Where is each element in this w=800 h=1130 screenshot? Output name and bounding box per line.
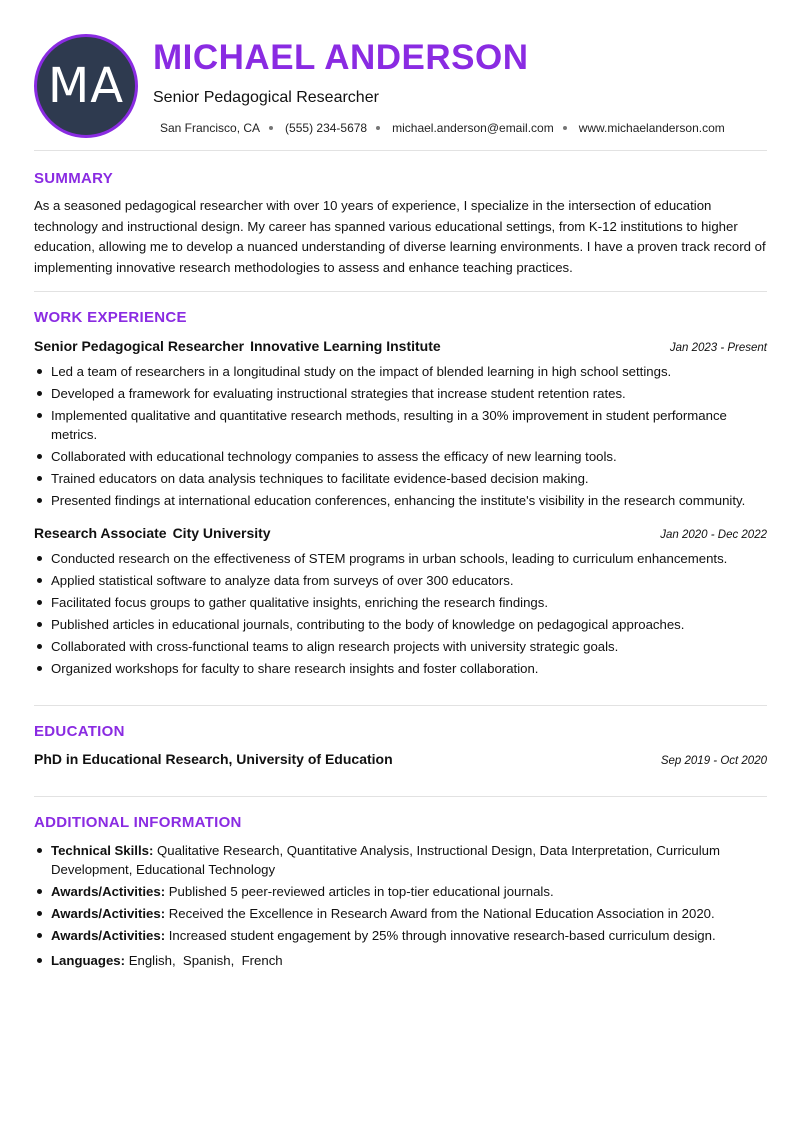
list-item: Conducted research on the effectiveness of STEM programs in urban schools, leading to curriculum enhancements. [34,549,769,568]
job-position: Senior Pedagogical Researcher [34,338,245,354]
list-item: Organized workshops for faculty to share research insights and foster collaboration. [34,659,769,678]
info-label: Technical Skills: [51,843,154,858]
experience-heading: WORK EXPERIENCE [34,309,187,326]
job-header [34,338,767,354]
contact-website[interactable]: www.michaelanderson.com [578,121,725,135]
separator-dot [269,126,273,130]
section-divider [34,705,767,706]
info-text: English, Spanish, French [128,953,283,968]
list-item: Applied statistical software to analyze data from surveys of over 300 educators. [34,571,769,590]
list-item [34,882,769,901]
list-item: Facilitated focus groups to gather qualitative insights, enriching the research findings. [34,593,769,612]
list-item: Developed a framework for evaluating instructional strategies that increase student retention rates. [34,384,769,403]
separator-dot [376,126,380,130]
list-item: Trained educators on data analysis techniques to facilitate evidence-based decision making. [34,469,769,488]
info-label: Awards/Activities: [51,906,166,921]
avatar: MA [34,34,138,138]
list-item: Published articles in educational journals, contributing to the body of knowledge on pedagogical approaches. [34,615,769,634]
job-bullets [34,362,769,510]
list-item: Collaborated with cross-functional teams to align research projects with university strategic goals. [34,637,769,656]
section-divider [34,796,767,797]
additional-list [34,841,769,970]
education-entry [34,751,767,767]
info-text: Increased student engagement by 25% through innovative research-based curriculum design. [168,928,716,943]
info-text: Qualitative Research, Quantitative Analysis, Instructional Design, Data Interpretation, Curriculum Development, Educational Technology [51,843,720,877]
resume-header [0,0,800,150]
education-dates: Sep 2019 - Oct 2020 [660,755,767,767]
list-item: Collaborated with educational technology companies to assess the efficacy of new learning tools. [34,447,769,466]
info-label: Awards/Activities: [51,928,166,943]
section-divider [34,291,767,292]
contact-bar [160,121,725,135]
candidate-role: Senior Pedagogical Researcher [153,89,379,106]
additional-heading: ADDITIONAL INFORMATION [34,814,242,831]
job-header [34,525,767,541]
summary-text: As a seasoned pedagogical researcher with over 10 years of experience, I specialize in the intersection of education technology and instructional design. My career has spanned various educational settings, from K-12 institutions to higher education, allowing me to develop a nuanced understanding of diverse learning environments. I have a proven track record of implementing innovative research methodologies to assess and enhance teaching practices. [34,198,766,275]
contact-location: San Francisco, CA [160,121,261,135]
education-heading: EDUCATION [34,723,125,740]
separator-dot [563,126,567,130]
job-title [34,525,271,541]
list-item [34,904,769,923]
job-organization: Innovative Learning Institute [250,338,441,354]
section-divider [34,150,767,151]
contact-email[interactable]: michael.anderson@email.com [392,121,554,135]
info-text: Received the Excellence in Research Award from the National Education Association in 2020. [168,906,715,921]
list-item: Implemented qualitative and quantitative research methods, resulting in a 30% improvement in student performance metrics. [34,406,769,444]
candidate-name: MICHAEL ANDERSON [153,38,529,77]
info-label: Languages: [51,953,126,968]
job-bullets [34,549,769,678]
summary-heading: SUMMARY [34,170,114,187]
job-dates: Jan 2020 - Dec 2022 [660,529,767,541]
list-item: Led a team of researchers in a longitudinal study on the impact of blended learning in high school settings. [34,362,769,381]
job-position: Research Associate [34,525,167,541]
list-item: Presented findings at international education conferences, enhancing the institute's visibility in the research community. [34,491,769,510]
education-degree: PhD in Educational Research, University of Education [34,751,393,767]
job-dates: Jan 2023 - Present [669,342,767,354]
list-item [34,841,769,879]
info-text: Published 5 peer-reviewed articles in top-tier educational journals. [168,884,554,899]
contact-phone[interactable]: (555) 234-5678 [285,121,368,135]
job-organization: City University [172,525,271,541]
info-label: Awards/Activities: [51,884,166,899]
job-title [34,338,441,354]
list-item [34,926,769,945]
list-item [34,951,769,970]
